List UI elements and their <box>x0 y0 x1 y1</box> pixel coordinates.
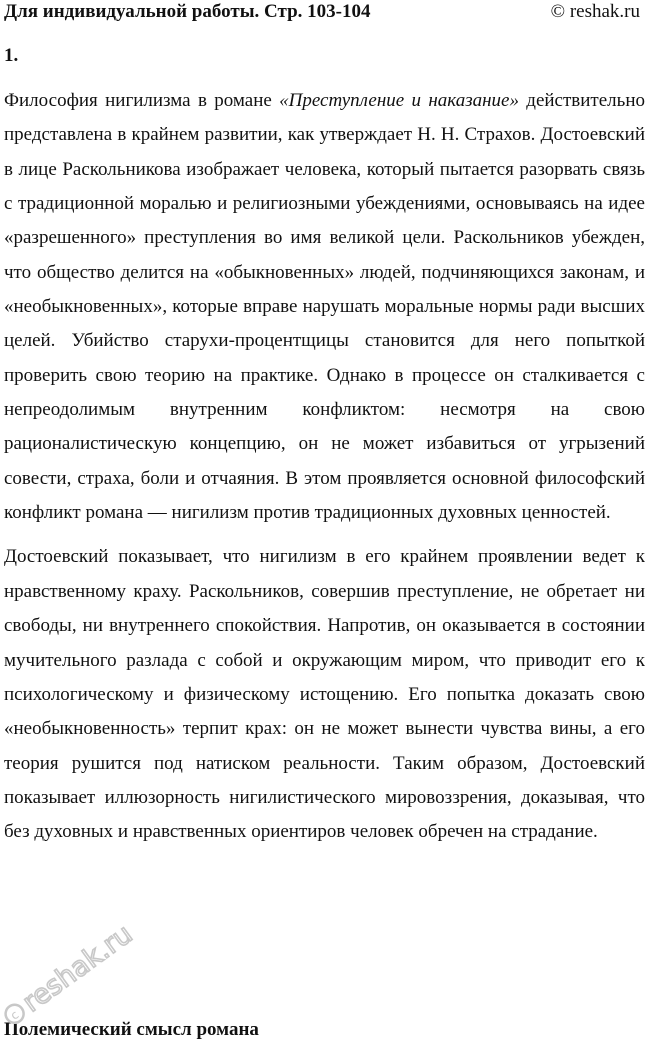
section-heading: Полемический смысл романа <box>4 1019 259 1040</box>
header-source: © reshak.ru <box>550 1 640 22</box>
paragraph-1 <box>4 84 645 530</box>
task-number: 1. <box>4 45 19 66</box>
header-title: Для индивидуальной работы. Стр. 103-104 <box>4 1 371 22</box>
novel-title: «Преступление и наказание» <box>279 90 519 111</box>
paragraph-2: Достоевский показывает, что нигилизм в его крайнем проявлении ведет к нравственному краху. Раскольников, совершив преступление, не обретает ни свободы, ни внутреннего спокойствия. Напротив, он оказывается в состоянии мучительного разлада с собой и окружающим миром, что приводит его к психологическому и физическому истощению. Его попытка доказать свою «необыкновенность» терпит крах: он не может вынести чувства вины, а его теория рушится под натиском реальности. Таким образом, Достоевский показывает иллюзорность нигилистического мировоззрения, доказывая, что без духовных и нравственных ориентиров человек обречен на страдание. <box>4 546 645 843</box>
page-header <box>4 0 640 26</box>
svg-text:reshak.ru: reshak.ru <box>17 918 139 1019</box>
paragraph-1-lead: Философия нигилизма в романе <box>4 90 280 111</box>
answer-text <box>4 84 645 850</box>
paragraph-1-rest: действительно представлена в крайнем развитии, как утверждает Н. Н. Страхов. Достоевский в лице Раскольникова изображает человека, который пытается разорвать связь с традиционной моралью и религиозными убеждениями, основываясь на идее «разрешенного» преступления во имя великой цели. Раскольников убежден, что общество делится на «обыкновенных» людей, подчиняющихся законам, и «необыкновенных», которые вправе нарушать моральные нормы ради высших целей. Убийство старухи-процентщицы становится для него попыткой проверить свою теорию на практике. Однако в процессе он сталкивается с непреодолимым внутренним конфликтом: несмотря на свою рационалистическую концепцию, он не может избавиться от угрызений совести, страха, боли и отчаяния. В этом проявляется основной философский конфликт романа — нигилизм против традиционных духовных ценностей. <box>4 90 645 524</box>
svg-text:c: c <box>7 1007 22 1023</box>
